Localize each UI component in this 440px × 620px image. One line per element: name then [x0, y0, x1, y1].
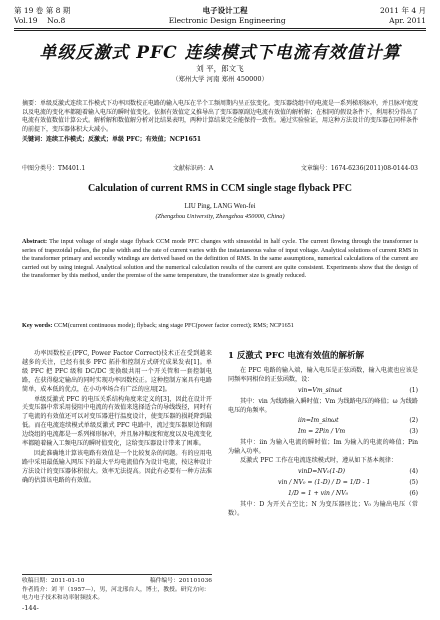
authors-cn: 刘 平，郎文飞 [196, 64, 244, 73]
equation-5: vin / NV₀ = (1-D) / D = 1/D - 1 (5) [278, 478, 418, 486]
authors-en: LIU Ping, LANG Wen-fei [184, 203, 256, 210]
author-bio: 作者简介：刘 平（1957—），男，河北邢台人，博士，教授。研究方向：电力电子技术和功率射频技术。 [22, 586, 210, 601]
abstract-en-text: The input voltage of single stage flyback CCM mode PFC changes with sinusoidal in half cycle. The current flowing through the transformer is series of trapezoidal pulses, the pulse width and the rate of current varies with the instantaneous value of input voltage. Analytical solutions of current RMS in the transformer primary and secondly windings are derived based on the definition of RMS. In the same assumptions, numerical calculations of the current are carried out by using integral. Analytical solution and the numerical calculation results of the current are quite consistent. Experiments show that the design of the transformer by this method, under the premise of the same temperature, the transformer size is greatly reduced. [22, 238, 418, 279]
affiliation-cn: （郑州大学 河南 郑州 450000） [171, 75, 268, 83]
draft-number: 稿件编号：201101036 [149, 578, 212, 584]
body-left-column [22, 350, 212, 486]
equation-4: vinD=NV₀(1-D) (4) [298, 467, 418, 475]
equation-1: vin=Vm_sinωt (1) [298, 386, 418, 394]
date-en: Apr. 2011 [389, 16, 426, 25]
affiliation-en: (Zhengzhou University, Zhengzhou 450000, China) [155, 213, 285, 220]
header-divider-2 [14, 30, 426, 31]
received-date: 收稿日期：2011-01-10 [22, 578, 85, 584]
paper-title-cn: 单级反激式 PFC 连续模式下电流有效值计算 [39, 43, 401, 63]
clc-number: 中图分类号：TM401.1 [22, 165, 86, 172]
body-paragraph: 其中：iin 为输入电流的瞬时值；Im 为输入的电流的峰值；Pin 为输入功率。 [228, 439, 418, 456]
journal-name-cn: 电子设计工程 [202, 6, 248, 15]
keywords-cn: 关键词：连续工作模式；反激式；单级 PFC；有效值；NCP1651 [22, 136, 202, 144]
abstract-en [22, 238, 418, 281]
footnote [22, 574, 212, 603]
header-divider [14, 28, 426, 29]
volume-issue-cn: 第 19 卷 第 8 期 [14, 6, 71, 15]
keywords-en-text: CCM(current continuous mode); flyback; sing stage PFC(power factor correct); RMS; NCP1651 [53, 322, 294, 329]
article-number: 文章编号：1674-6236(2011)08-0144-03 [300, 165, 418, 172]
abstract-en-label: Abstract: [22, 238, 48, 245]
equation-6: 1/D = 1 + vin / NV₀ (6) [288, 489, 418, 497]
body-paragraph: 单级反激式 PFC 的电压关系结构角度来定义的[3]，因此在设计开关变压器中常采用侵阻中电流的有效值来选择适合的导线线径，同时有了电流的有效值还可以对变压器进行温度设计，使变压器的损耗降到最低。而在电流连续模式单级反激式 PFC 电路中，流过变压器原边和副边绕组的电流都是一系列梯形脉冲，并且脉冲幅度和宽度以及电流变化率都随着输入工频电压的瞬时值变化，这给变压器设计带来了困难。 [22, 395, 212, 448]
equation-3: Im = 2Pin / Vm (3) [298, 428, 418, 436]
abstract-cn [22, 100, 418, 145]
journal-header [14, 6, 426, 26]
doc-code: 文献标识码：A [172, 165, 214, 172]
body-paragraph: 其中：D 为开关占空比；N 为变压器匝比；V₀ 为输出电压（常数）。 [228, 500, 418, 517]
journal-name-en: Electronic Design Engineering [168, 16, 286, 25]
body-paragraph: 其中：vin 为线路输入瞬时值；Vm 为线路电压的峰值；ω 为线路电压的角频率。 [228, 397, 418, 414]
abstract-cn-text: 摘要：单级反激式连续工作模式下功率因数校正电路的输入电压在半个工频周期内呈正弦变化。变压器绕组中的电流是一系列梯形脉冲，并且脉冲宽度以及电流的变化率都随着输入电压的瞬时值变化。依据有效值定义推导出了变压器原副边电流有效值的解析解；在相同的假设条件下，利用积分得出了电流有效值数值计算公式。解析解和数值解分析对比结果表明，两种计算结果完全能保持一致性。通过实验验证，用这种方法设计的变压器在同样条件的前提下，变压器体积大大减小。 [22, 100, 419, 133]
body-right-column [228, 350, 418, 519]
paper-title-en: Calculation of current RMS in CCM single stage flyback PFC [88, 183, 352, 194]
issue-en: No.8 [47, 16, 66, 25]
keywords-en [22, 322, 418, 329]
date-cn: 2011 年 4 月 [379, 6, 426, 15]
body-paragraph: 因此准确地计算该电路有效值是一个比较复杂的问题。有的应用电路中采用最低输入网压下的最大平均电流值作为设计电流，按这种设计方法设计的变压器体积很大。效率无法提高。因此有必要有一种方法准确的估算该电路的有效值。 [22, 449, 212, 484]
body-paragraph: 反激式 PFC 工作在电流连续模式时，遵从如下基本规律： [240, 457, 398, 465]
keywords-en-label: Key words: [22, 322, 53, 329]
article-meta [22, 163, 418, 172]
page-number: -144- [22, 604, 39, 612]
equation-2: iin=Im_sinωt (2) [298, 417, 418, 425]
body-paragraph: 功率因数校正(PFC, Power Factor Correct)技术正在受到越来越多的关注，已经有很多 PFC 拓扑和控制方式研究成果发表[1]。单级 PFC 把 PFC 级和 DC/DC 变换级共用一个开关管和一套控制电路，在获得稳定输出的同时实现功率因数校正。这种控制方案具有电路简单，成本低的优点，在小功率场合有广泛的应用[2]。 [22, 350, 212, 393]
volume-en: Vol.19 [14, 16, 38, 25]
body-paragraph: 在 PFC 电路的输入端，输入电压是正弦函数，输入电流也应该是同频率同相位的正弦函数，设： [228, 366, 418, 383]
section-title: 1 反激式 PFC 电流有效值的解析解 [228, 351, 364, 361]
